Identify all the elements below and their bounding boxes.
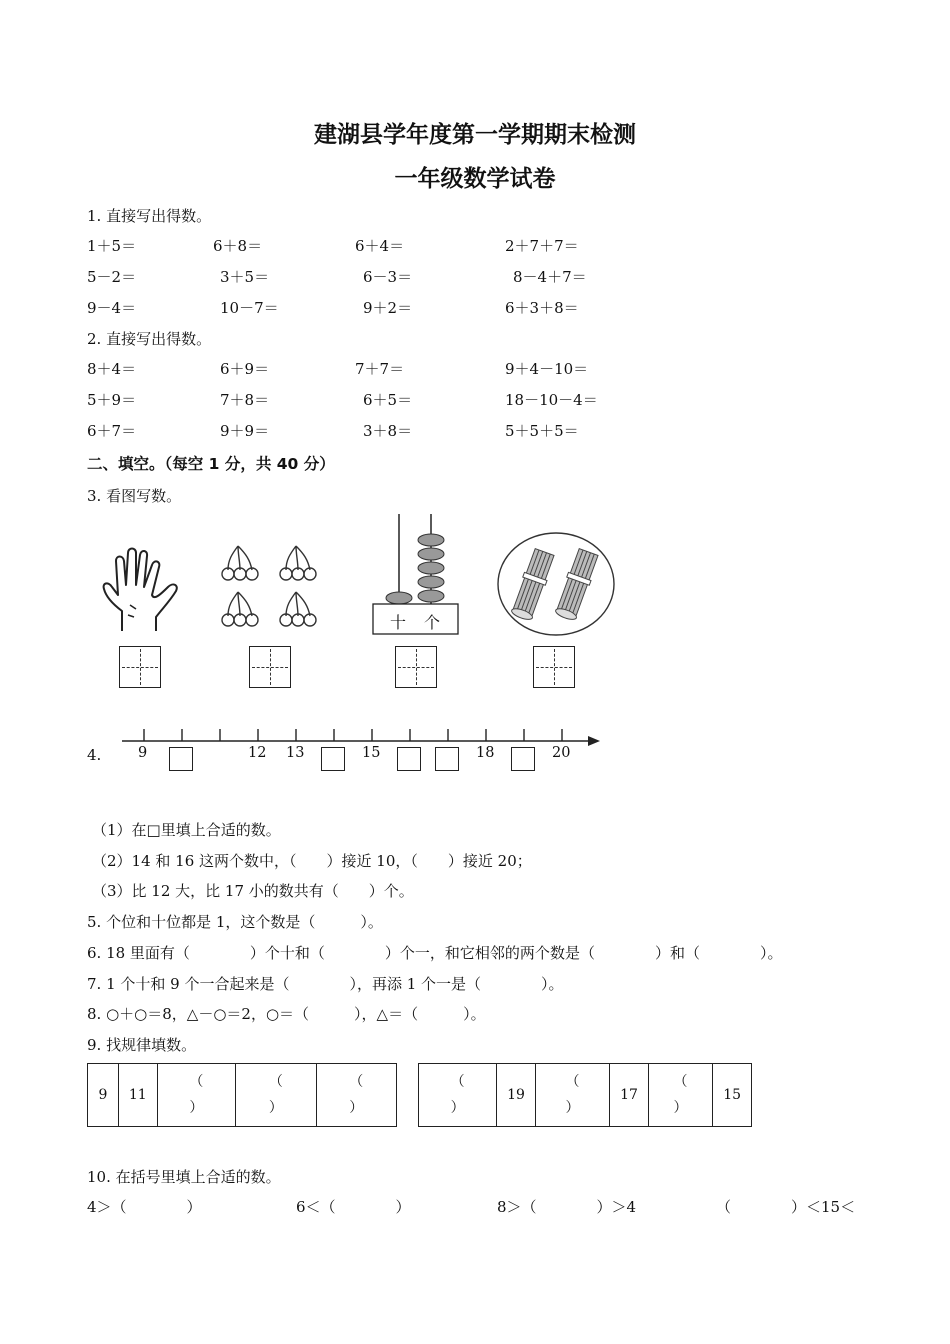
q2-label: 2. 直接写出得数。 (87, 330, 212, 348)
pattern2-cell-3-text: （ ） (565, 1074, 580, 1116)
q2-r2c3: 6＋5＝ (363, 391, 413, 409)
q1-r3c3: 9＋2＝ (363, 299, 413, 317)
answer-grid-cherries[interactable] (249, 646, 291, 688)
q1-r1c4: 2＋7＋7＝ (505, 237, 579, 255)
nl-box-14[interactable] (321, 747, 345, 771)
abacus-tens-label: 十 (390, 613, 407, 632)
q2-r1c4: 9＋4－10＝ (505, 360, 589, 378)
q2-r1c3: 7＋7＝ (355, 360, 405, 378)
number-line (118, 724, 604, 746)
nl-box-16[interactable] (397, 747, 421, 771)
exam-subtitle: 一年级数学试卷 (394, 166, 556, 192)
abacus-ones-label: 个 (424, 613, 441, 632)
q1-r2c2: 3＋5＝ (220, 268, 270, 286)
q2-r3c4: 5＋5＋5＝ (505, 422, 579, 440)
nl-box-17[interactable] (435, 747, 459, 771)
pattern2-cell-5-text: （ ） (673, 1074, 688, 1116)
nl-label-15: 15 (362, 745, 381, 761)
q2-r3c3: 3＋8＝ (363, 422, 413, 440)
nl-label-18: 18 (476, 745, 495, 761)
pattern2-cell-2: 19 (497, 1064, 536, 1127)
q1-r3c4: 6＋3＋8＝ (505, 299, 579, 317)
exam-title: 建湖县学年度第一学期期末检测 (314, 122, 636, 148)
q4-label: 4. (87, 746, 102, 764)
q1-label: 1. 直接写出得数。 (87, 207, 212, 225)
q8-text: 8. ○＋○＝8，△－○＝2，○＝（ ），△＝（ ）。 (87, 1005, 486, 1023)
q10-item-4: （ ）＜15＜ (716, 1198, 856, 1216)
q1-r3c2: 10－7＝ (220, 299, 279, 317)
q10-item-1: 4＞（ ） (87, 1198, 202, 1216)
nl-label-12: 12 (248, 745, 267, 761)
q7-text: 7. 1 个十和 9 个一合起来是（ ），再添 1 个一是（ ）。 (87, 975, 564, 993)
stick-bundles-illustration (495, 530, 617, 638)
q2-r2c1: 5＋9＝ (87, 391, 137, 409)
q9-label: 9. 找规律填数。 (87, 1036, 197, 1054)
pattern2-cell-5[interactable] (648, 1064, 712, 1127)
q1-r2c3: 6－3＝ (363, 268, 413, 286)
q4-sub2: （2）14 和 16 这两个数中，（ ）接近 10，（ ）接近 20； (92, 852, 532, 870)
pattern1-cell-1: 9 (88, 1064, 119, 1127)
pattern2-cell-1[interactable] (419, 1064, 497, 1127)
section2-heading: 二、填空。（每空 1 分，共 40 分） (87, 455, 335, 473)
pattern1-cell-4[interactable] (236, 1064, 316, 1127)
answer-grid-hand[interactable] (119, 646, 161, 688)
q1-r3c1: 9－4＝ (87, 299, 137, 317)
pattern1-cell-4-text: （ ） (268, 1074, 283, 1116)
pattern1-cell-5-text: （ ） (349, 1074, 364, 1116)
pattern1-cell-2: 11 (118, 1064, 157, 1127)
pattern-table-1 (87, 1063, 397, 1127)
q1-r1c1: 1＋5＝ (87, 237, 137, 255)
pattern2-cell-3[interactable] (535, 1064, 609, 1127)
q1-r1c2: 6＋8＝ (213, 237, 263, 255)
q2-r2c2: 7＋8＝ (220, 391, 270, 409)
cherries-illustration (218, 540, 333, 635)
abacus-illustration (370, 512, 462, 638)
q1-r1c3: 6＋4＝ (355, 237, 405, 255)
nl-label-20: 20 (552, 745, 571, 761)
q10-label: 10. 在括号里填上合适的数。 (87, 1168, 281, 1186)
pattern1-cell-5[interactable] (316, 1064, 396, 1127)
nl-label-9: 9 (138, 745, 148, 761)
hand-illustration (100, 545, 182, 635)
nl-box-10[interactable] (169, 747, 193, 771)
pattern-table-2 (418, 1063, 752, 1127)
nl-box-19[interactable] (511, 747, 535, 771)
pattern2-cell-4: 17 (610, 1064, 649, 1127)
q4-sub1: （1）在□里填上合适的数。 (92, 821, 281, 839)
q1-r2c4: 8－4＋7＝ (513, 268, 587, 286)
pattern1-cell-3[interactable] (157, 1064, 235, 1127)
q10-item-2: 6＜（ ） (296, 1198, 411, 1216)
q2-r2c4: 18－10－4＝ (505, 391, 598, 409)
q6-text: 6. 18 里面有（ ）个十和（ ）个一，和它相邻的两个数是（ ）和（ ）。 (87, 944, 783, 962)
q1-r2c1: 5－2＝ (87, 268, 137, 286)
pattern1-cell-3-text: （ ） (189, 1074, 204, 1116)
q10-item-3: 8＞（ ）＞4 (497, 1198, 637, 1216)
q2-r3c2: 9＋9＝ (220, 422, 270, 440)
answer-grid-sticks[interactable] (533, 646, 575, 688)
q2-r3c1: 6＋7＝ (87, 422, 137, 440)
q4-sub3: （3）比 12 大，比 17 小的数共有（ ）个。 (92, 882, 414, 900)
answer-grid-abacus[interactable] (395, 646, 437, 688)
pattern2-cell-1-text: （ ） (450, 1074, 465, 1116)
nl-label-13: 13 (286, 745, 305, 761)
q3-label: 3. 看图写数。 (87, 487, 182, 505)
pattern2-cell-6: 15 (713, 1064, 752, 1127)
q5-text: 5. 个位和十位都是 1，这个数是（ ）。 (87, 913, 383, 931)
q2-r1c2: 6＋9＝ (220, 360, 270, 378)
q2-r1c1: 8＋4＝ (87, 360, 137, 378)
